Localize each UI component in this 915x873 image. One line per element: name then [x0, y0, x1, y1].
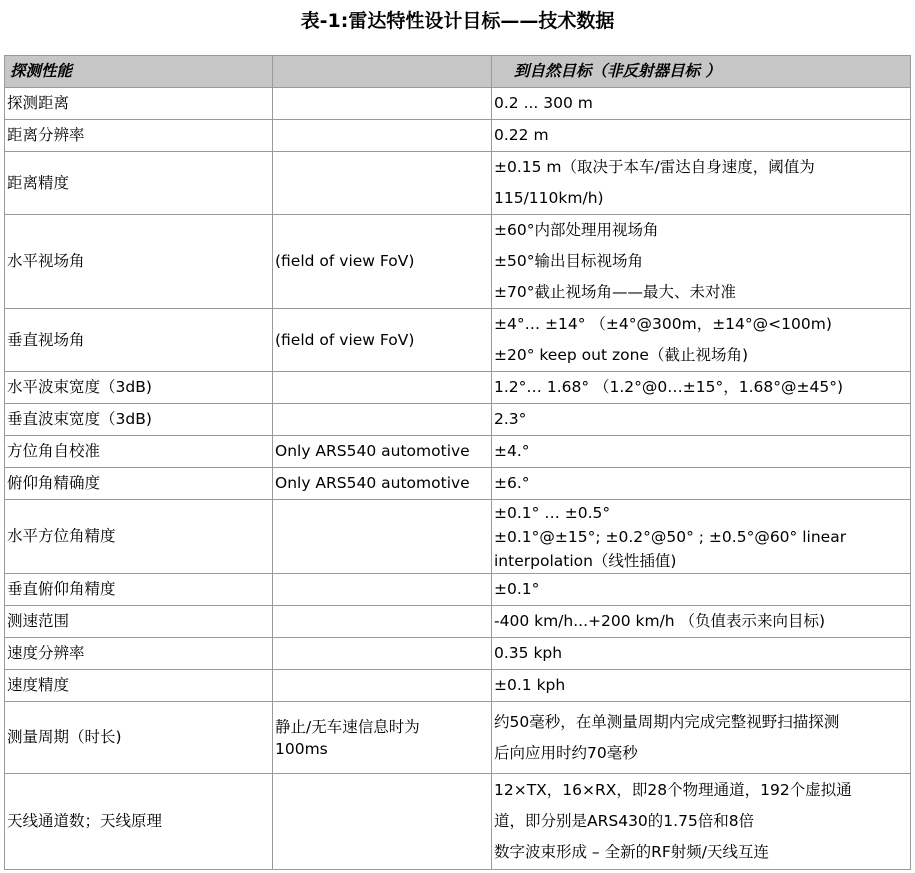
row-value: ±0.1° … ±0.5° ±0.1°@±15°; ±0.2°@50° ; ±0.5°@60° linear interpolation（线性插值) — [492, 500, 911, 574]
table-row — [5, 670, 911, 702]
row-note: 静止/无车速信息时为 100ms — [273, 702, 492, 774]
row-value: 2.3° — [492, 404, 911, 436]
row-value: -400 km/h...+200 km/h （负值表示来向目标) — [492, 606, 911, 638]
table-row — [5, 436, 911, 468]
header-detection-performance: 探测性能 — [5, 56, 273, 88]
row-label: 速度分辨率 — [5, 638, 273, 670]
row-note — [273, 372, 492, 404]
table-row — [5, 500, 911, 574]
row-label: 水平视场角 — [5, 215, 273, 309]
row-value: 约50毫秒，在单测量周期内完成完整视野扫描探测 后向应用时约70毫秒 — [492, 702, 911, 774]
table-row — [5, 215, 911, 309]
row-value: 0.22 m — [492, 120, 911, 152]
row-label: 水平方位角精度 — [5, 500, 273, 574]
row-label: 探测距离 — [5, 88, 273, 120]
table-row — [5, 372, 911, 404]
table-row — [5, 88, 911, 120]
row-value: ±0.1° — [492, 574, 911, 606]
row-label: 距离分辨率 — [5, 120, 273, 152]
row-note — [273, 152, 492, 215]
row-note — [273, 500, 492, 574]
row-label: 垂直波束宽度（3dB) — [5, 404, 273, 436]
row-note: (field of view FoV) — [273, 309, 492, 372]
table-title: 表-1:雷达特性设计目标——技术数据 — [300, 10, 615, 32]
row-note: Only ARS540 automotive — [273, 436, 492, 468]
header-natural-target: 到自然目标（非反射器目标 ） — [492, 56, 911, 88]
table-row — [5, 468, 911, 500]
table-row — [5, 606, 911, 638]
table-row — [5, 309, 911, 372]
header-empty — [273, 56, 492, 88]
row-value: ±4.° — [492, 436, 911, 468]
row-note — [273, 88, 492, 120]
row-value: ±4°… ±14° （±4°@300m，±14°@<100m) ±20° keep out zone（截止视场角) — [492, 309, 911, 372]
row-note — [273, 404, 492, 436]
table-row — [5, 574, 911, 606]
row-label: 距离精度 — [5, 152, 273, 215]
table-row — [5, 120, 911, 152]
row-label: 垂直视场角 — [5, 309, 273, 372]
table-row — [5, 774, 911, 870]
row-label: 天线通道数；天线原理 — [5, 774, 273, 870]
row-value: 12×TX，16×RX，即28个物理通道，192个虚拟通 道，即分别是ARS430的1.75倍和8倍 数字波束形成 – 全新的RF射频/天线互连 — [492, 774, 911, 870]
table-row — [5, 404, 911, 436]
row-label: 方位角自校准 — [5, 436, 273, 468]
row-note — [273, 606, 492, 638]
row-label: 速度精度 — [5, 670, 273, 702]
row-value: 0.35 kph — [492, 638, 911, 670]
row-note: Only ARS540 automotive — [273, 468, 492, 500]
row-label: 垂直俯仰角精度 — [5, 574, 273, 606]
row-note — [273, 120, 492, 152]
row-label: 测速范围 — [5, 606, 273, 638]
row-label: 俯仰角精确度 — [5, 468, 273, 500]
row-note — [273, 774, 492, 870]
row-note: (field of view FoV) — [273, 215, 492, 309]
row-value: ±6.° — [492, 468, 911, 500]
spec-table — [4, 55, 911, 870]
row-value: 0.2 ... 300 m — [492, 88, 911, 120]
row-value: ±60°内部处理用视场角 ±50°输出目标视场角 ±70°截止视场角——最大、未对准 — [492, 215, 911, 309]
row-note — [273, 574, 492, 606]
row-label: 水平波束宽度（3dB) — [5, 372, 273, 404]
row-note — [273, 638, 492, 670]
table-header-row — [5, 56, 911, 88]
row-value: ±0.15 m（取决于本车/雷达自身速度，阈值为 115/110km/h) — [492, 152, 911, 215]
row-label: 测量周期（时长) — [5, 702, 273, 774]
row-value: ±0.1 kph — [492, 670, 911, 702]
table-row — [5, 638, 911, 670]
table-row — [5, 702, 911, 774]
row-note — [273, 670, 492, 702]
row-value: 1.2°… 1.68° （1.2°@0…±15°，1.68°@±45°) — [492, 372, 911, 404]
table-row — [5, 152, 911, 215]
